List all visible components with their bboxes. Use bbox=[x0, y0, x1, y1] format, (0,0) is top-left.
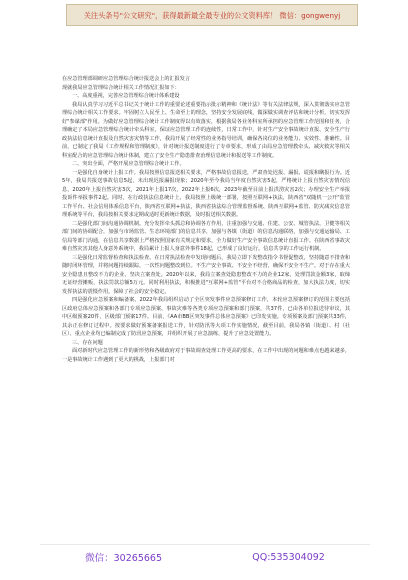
banner-text: 关注头条号"公文研究"，获得最新最全最专业的公文资料库！ 微信：gongwenyj bbox=[83, 11, 341, 20]
paragraph: 二是强化部门间沟通协调机制。充分发挥牵头抓总和协调各方作用，注重加强与交通、住建、公安、城管执法、卫健等相关部门间的协调配合，加强与市场监管、生态环境部门的信息共享，加强与各镇（街道）的信息沟通联络，加强与交通运输局、工信局等部门沟通，在信息共享数据上严格按照国家有关规定和要求，全力做好生产安全事故信息统计直报工作。在陕西省事故灾难自然灾害其他人身意外系统中，我局累计上报人身意外事件18起，已形成了良好运行。信息共享的工作运行机制。 bbox=[62, 220, 350, 252]
paragraph: 面对新时代应急管理工作的新形势和各级政府对于事故调查处理工作更高的要求，在工作中出现的问题和难点也越来越多，一是事故统计工作遇到了更大的挑战，上报部门对 bbox=[62, 348, 350, 363]
section-heading-3: 三、存在问题 bbox=[72, 339, 103, 346]
paragraph: 四是强化应急预案和编备案。2022年我局组织启动了全区突发事件应急预案修订工作，本轮应急预案修订的范围主要包括区政府总体应急预案和各部门专项应急预案、事故灾难等各类专项应急预案和部门预案，共37件，已由各单位报送待审议，其中区级预案20件，区级部门预案17件。目前，《AA市BB区突发事件总体应急预案》已印发实施。专项预案及部门预案共33件，其余正在修订过程中。按要求做好预案备案报送工作，针对防汛等大项工作实施情况，截至目前，我局各镇（街道）、村（社区）、重点企业均已编制完成了防汛应急预案，并组织开展了应急演练，提升了应急处置能力。 bbox=[62, 297, 350, 337]
section-heading-1: 一、高度重视，完善应急管理综合统计体系建设 bbox=[72, 93, 180, 99]
document-body bbox=[62, 75, 350, 364]
paragraph: 一是强化自身统计上报工作。我局按照信息报送相关要求，严格事故信息报送，严肃查处迟报、漏报、谎报和瞒报行为。近5年，我局共报送事故信息5起，未出现迟报漏报现象；2020年至今我局当年度自然灾害5起，严格统计上报自然灾害情况信息，2020年上报自然灾害3次，2021年上报17次，2022年上报6次，2023年截至目前上报洪涝灾害2次；办理安全生产举报投诉件举报事件2起。同时，在行政执法信息统计上，我局按照上级统一部署，按照互联网+执法，陕西省"双随机一公开"监管工作平台、社会信用体系信息平台，陕西省互联网+执法，陕西省执法综合管理监督系统、陕西互联网+监管、防灾减灾信息管理系统等平台，我局按相关要求定期或适时更新统计数据，及时报送相关数据。 bbox=[62, 169, 350, 218]
header-banner bbox=[66, 4, 358, 26]
document-title: 在应急管理部调研应急管理综合统计报送会上的汇报发言 bbox=[62, 76, 191, 82]
paragraph: 我局认真学习习近平总书记关于统计工作的重要论述重要指示批示精神和《统计法》等有关法律法规，深入贯彻落实应急管理综合统计相关工作要求。牢固树立人民至上、生命至上的理念，坚持安全发展底线，做深做实调查评估和统计分析，切实发挥好"参谋部"作用。为做好应急管理综合统计工作制度得以有效落实，根据我局各业务科室所承担的应急管理工作范围和任务，合理确定了本局应急管理综合统计牵头科室，保证应急管理工作的连续性，日常工作中，针对生产安全事故统计直报、安全生产行政执法信息统计直报及自然灾害灾情等工作，我局开展了经常性的业务指导培训，确保各岗位的业务能力、实效性、准确性。目前，已制定了我局《工作规程和管理制度》，针对统计报送制度进行了专章要求，形成了由局应急管理教牵头、减灾救灾等相关科室配合的应急管理综合统计体制，建立了安全生产隐患排查治理信息统计和报送等工作制度。 bbox=[62, 101, 350, 159]
footer-wechat: 微信：30265665 bbox=[85, 553, 162, 564]
intro-line: 现就我局应急管理综合统计相关工作情况汇报如下： bbox=[62, 84, 180, 91]
section-heading-2: 二、突出全面，严格开展应急管理综合统计工作。 bbox=[72, 161, 185, 167]
paragraph: 三是强化日常监督检查和执法检查。在日常执法检查中发现问题后，我局立即下发整改指令书督促整改，坚持随意不排查和随时闭环管理，并将问题持续跟踪，一次性问题整改到位。不生产安全事故、不安全不经营，确保不安全不生产。对于存在重大安全隐患且整改不力的企业，坚决立案查处。2020年以来，我局立案查处隐患整改不力的企业12家，处理罚款金额3家，取缔无证经营摊贩，执法罚款总额5万元。同时利用执法，积极推进"互联网+监管"平台对不合格商品的检查，加大执法力度，切实发挥执法的震慑作用。保障了社会的安全稳定。 bbox=[62, 254, 350, 295]
footer-contacts bbox=[40, 544, 370, 569]
footer-qq: QQ:535304092 bbox=[252, 551, 325, 563]
